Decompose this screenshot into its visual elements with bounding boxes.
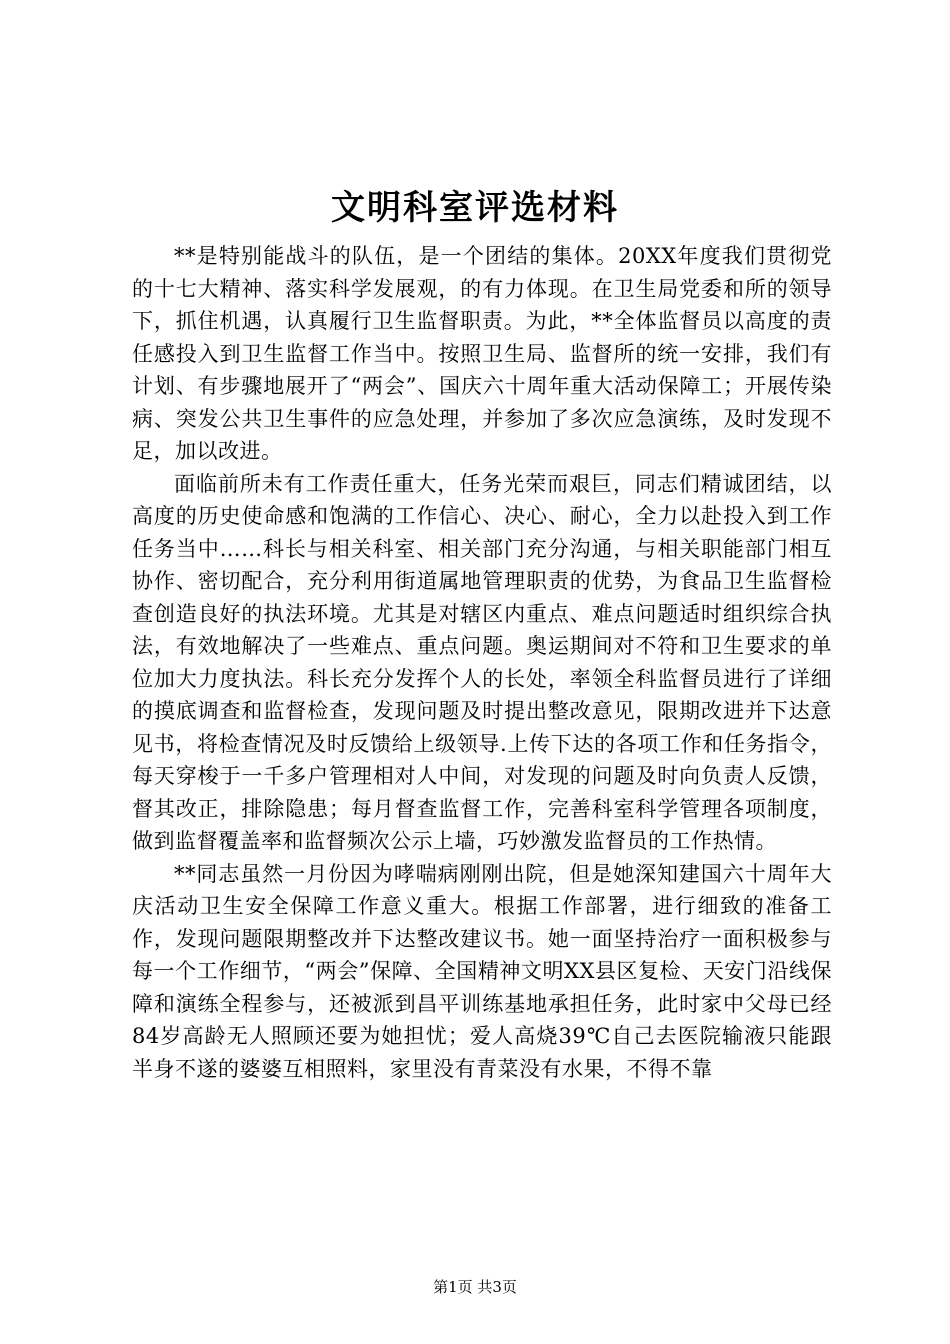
- paragraph-3: **同志虽然一月份因为哮喘病刚刚出院，但是她深知建国六十周年大庆活动卫生安全保障工作意义重大。根据工作部署，进行细致的准备工作，发现问题限期整改并下达整改建议书。她一面坚持治疗一面积极参与每一个工作细节，“两会”保障、全国精神文明XX县区复检、天安门沿线保障和演练全程参与，还被派到昌平训练基地承担任务，此时家中父母已经84岁高龄无人照顾还要为她担忧；爱人高烧39℃自己去医院输液只能跟半身不遂的婆婆互相照料，家里没有青菜没有水果，不得不靠: [132, 861, 832, 1081]
- paragraph-2: 面临前所未有工作责任重大，任务光荣而艰巨，同志们精诚团结，以高度的历史使命感和饱满的工作信心、决心、耐心，全力以赴投入到工作任务当中……科长与相关科室、相关部门充分沟通，与相关职能部门相互协作、密切配合，充分利用街道属地管理职责的优势，为食品卫生监督检查创造良好的执法环境。尤其是对辖区内重点、难点问题适时组织综合执法，有效地解决了一些难点、重点问题。奥运期间对不符和卫生要求的单位加大力度执法。科长充分发挥个人的长处，率领全科监督员进行了详细的摸底调查和监督检查，发现问题及时提出整改意见，限期改进并下达意见书，将检查情况及时反馈给上级领导.上传下达的各项工作和任务指令，每天穿梭于一千多户管理相对人中间，对发现的问题及时向负责人反馈，督其改正，排除隐患；每月督查监督工作，完善科室科学管理各项制度，做到监督覆盖率和监督频次公示上墙，巧妙激发监督员的工作热情。: [132, 471, 832, 853]
- document-body: [132, 240, 832, 1085]
- document-title: 文明科室评选材料: [331, 188, 619, 228]
- page-number-footer: 第1页 共3页: [433, 1278, 517, 1296]
- paragraph-1: **是特别能战斗的队伍，是一个团结的集体。20XX年度我们贯彻党的十七大精神、落实科学发展观，的有力体现。在卫生局党委和所的领导下，抓住机遇，认真履行卫生监督职责。为此，**全体监督员以高度的责任感投入到卫生监督工作当中。按照卫生局、监督所的统一安排，我们有计划、有步骤地展开了“两会”、国庆六十周年重大活动保障工；开展传染病、突发公共卫生事件的应急处理，并参加了多次应急演练，及时发现不足，加以改进。: [132, 244, 832, 463]
